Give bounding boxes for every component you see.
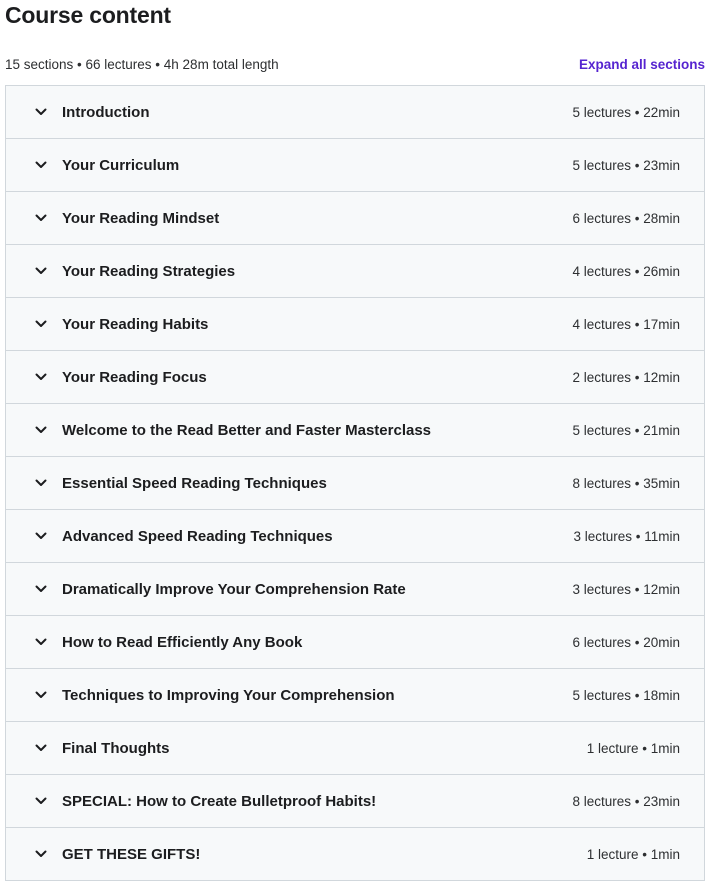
section-title: Final Thoughts xyxy=(62,739,170,757)
section-title: Your Reading Mindset xyxy=(62,209,220,227)
section-row[interactable] xyxy=(6,245,704,298)
chevron-down-icon xyxy=(34,105,48,119)
section-title: Essential Speed Reading Techniques xyxy=(62,474,327,492)
section-meta: 5 lectures • 23min xyxy=(572,157,680,173)
section-meta: 8 lectures • 35min xyxy=(572,475,680,491)
section-title: How to Read Efficiently Any Book xyxy=(62,633,303,651)
section-title: Your Curriculum xyxy=(62,156,180,174)
chevron-down-icon xyxy=(34,741,48,755)
section-row[interactable] xyxy=(6,404,704,457)
chevron-down-icon xyxy=(34,370,48,384)
section-meta: 1 lecture • 1min xyxy=(586,846,680,862)
chevron-down-icon xyxy=(34,688,48,702)
chevron-down-icon xyxy=(34,794,48,808)
section-title: Your Reading Strategies xyxy=(62,262,236,280)
section-meta: 3 lectures • 12min xyxy=(572,581,680,597)
section-meta: 3 lectures • 11min xyxy=(573,528,680,544)
section-meta: 8 lectures • 23min xyxy=(572,793,680,809)
section-row[interactable] xyxy=(6,139,704,192)
section-title: Welcome to the Read Better and Faster Masterclass xyxy=(62,421,432,439)
course-summary: 15 sections • 66 lectures • 4h 28m total length xyxy=(5,56,279,72)
section-row[interactable] xyxy=(6,669,704,722)
section-title: Introduction xyxy=(62,103,150,121)
chevron-down-icon xyxy=(34,476,48,490)
chevron-down-icon xyxy=(34,211,48,225)
section-meta: 2 lectures • 12min xyxy=(572,369,680,385)
section-title: Your Reading Habits xyxy=(62,315,209,333)
section-row[interactable] xyxy=(6,828,704,880)
section-row[interactable] xyxy=(6,351,704,404)
chevron-down-icon xyxy=(34,847,48,861)
chevron-down-icon xyxy=(34,423,48,437)
chevron-down-icon xyxy=(34,317,48,331)
section-row[interactable] xyxy=(6,616,704,669)
section-meta: 5 lectures • 18min xyxy=(572,687,680,703)
section-meta: 4 lectures • 26min xyxy=(572,263,680,279)
chevron-down-icon xyxy=(34,529,48,543)
sections-list xyxy=(5,85,705,881)
section-meta: 6 lectures • 20min xyxy=(572,634,680,650)
chevron-down-icon xyxy=(34,635,48,649)
section-title: Dramatically Improve Your Comprehension Rate xyxy=(62,580,406,598)
section-title: Techniques to Improving Your Comprehension xyxy=(62,686,395,704)
chevron-down-icon xyxy=(34,158,48,172)
section-row[interactable] xyxy=(6,775,704,828)
course-summary-row xyxy=(5,54,705,74)
section-title: Your Reading Focus xyxy=(62,368,207,386)
section-meta: 5 lectures • 22min xyxy=(572,104,680,120)
section-meta: 4 lectures • 17min xyxy=(572,316,680,332)
section-meta: 1 lecture • 1min xyxy=(586,740,680,756)
expand-all-sections-button[interactable]: Expand all sections xyxy=(578,56,705,72)
section-row[interactable] xyxy=(6,86,704,139)
section-row[interactable] xyxy=(6,457,704,510)
section-row[interactable] xyxy=(6,722,704,775)
chevron-down-icon xyxy=(34,582,48,596)
chevron-down-icon xyxy=(34,264,48,278)
section-row[interactable] xyxy=(6,298,704,351)
section-row[interactable] xyxy=(6,563,704,616)
section-title: SPECIAL: How to Create Bulletproof Habits! xyxy=(62,792,377,810)
section-title: Advanced Speed Reading Techniques xyxy=(62,527,333,545)
section-meta: 5 lectures • 21min xyxy=(572,422,680,438)
page-title: Course content xyxy=(5,2,171,28)
section-row[interactable] xyxy=(6,510,704,563)
section-meta: 6 lectures • 28min xyxy=(572,210,680,226)
section-row[interactable] xyxy=(6,192,704,245)
section-title: GET THESE GIFTS! xyxy=(62,845,201,863)
